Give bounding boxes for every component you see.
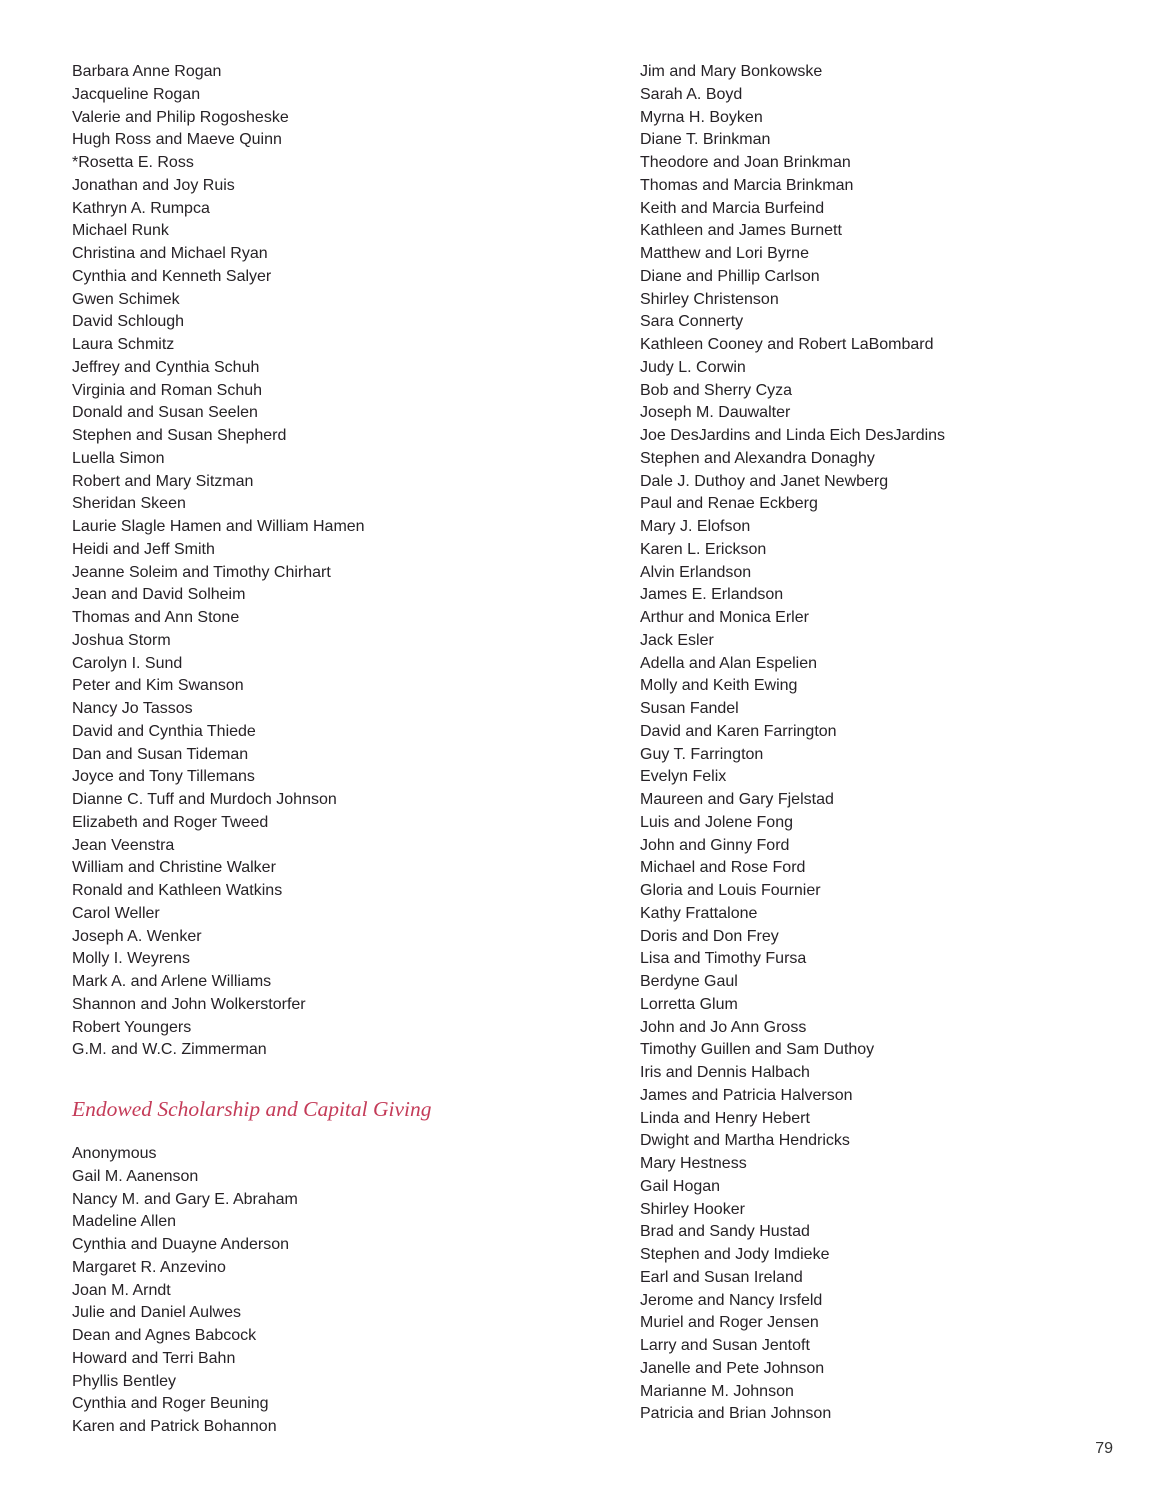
donor-name: G.M. and W.C. Zimmerman bbox=[72, 1041, 267, 1059]
donor-name: Maureen and Gary Fjelstad bbox=[640, 791, 834, 808]
donor-name: Michael and Rose Ford bbox=[640, 859, 806, 877]
donor-name: Jacqueline Rogan bbox=[72, 85, 201, 103]
donor-name: Sarah A. Boyd bbox=[640, 85, 743, 103]
donor-name: Virginia and Roman Schuh bbox=[72, 381, 263, 399]
donor-name: Gail M. Aanenson bbox=[72, 1167, 199, 1185]
donor-name: John and Ginny Ford bbox=[640, 836, 790, 854]
donor-name: Kathy Frattalone bbox=[640, 904, 758, 922]
donor-name: Earl and Susan Ireland bbox=[640, 1268, 803, 1286]
donor-name: Joseph A. Wenker bbox=[72, 927, 202, 945]
donor-name: Jeffrey and Cynthia Schuh bbox=[72, 358, 260, 376]
donor-name: Timothy Guillen and Sam Duthoy bbox=[640, 1041, 875, 1059]
donor-name: Joseph M. Dauwalter bbox=[640, 404, 791, 422]
donor-name: Kathleen Cooney and Robert LaBombard bbox=[640, 336, 934, 353]
donor-name: Evelyn Felix bbox=[640, 768, 727, 786]
donor-name: Thomas and Ann Stone bbox=[72, 609, 240, 626]
donor-name: Carol Weller bbox=[72, 904, 160, 922]
donor-name: Ronald and Kathleen Watkins bbox=[72, 882, 283, 899]
donor-name: Christina and Michael Ryan bbox=[72, 245, 268, 262]
donor-name: Keith and Marcia Burfeind bbox=[640, 199, 825, 217]
donor-name: Muriel and Roger Jensen bbox=[640, 1314, 819, 1332]
donor-name: Mary Hestness bbox=[640, 1155, 747, 1172]
donor-name: Stephen and Susan Shepherd bbox=[72, 427, 287, 444]
donor-name: Thomas and Marcia Brinkman bbox=[640, 176, 854, 194]
left-column bbox=[72, 61, 592, 1439]
donor-name: Sara Connerty bbox=[640, 313, 744, 331]
donor-name: Cynthia and Roger Beuning bbox=[72, 1395, 269, 1413]
donor-name: Adella and Alan Espelien bbox=[640, 654, 818, 672]
donor-name: Susan Fandel bbox=[640, 700, 739, 717]
donor-name: Valerie and Philip Rogosheske bbox=[72, 108, 289, 126]
donor-name: Alvin Erlandson bbox=[640, 563, 752, 581]
donor-name: Shirley Hooker bbox=[640, 1200, 745, 1218]
donor-name: Marianne M. Johnson bbox=[640, 1382, 794, 1400]
donor-name: Shirley Christenson bbox=[640, 290, 779, 308]
donor-name: Gwen Schimek bbox=[72, 290, 180, 308]
donor-name: *Rosetta E. Ross bbox=[72, 154, 194, 171]
donor-name: Jean and David Solheim bbox=[72, 586, 246, 604]
right-column bbox=[640, 61, 1120, 1426]
donor-name: Joyce and Tony Tillemans bbox=[72, 768, 255, 786]
donor-name: Theodore and Joan Brinkman bbox=[640, 154, 851, 171]
donor-name: David and Cynthia Thiede bbox=[72, 722, 256, 740]
donor-name: Shannon and John Wolkerstorfer bbox=[72, 995, 306, 1013]
donor-name: Patricia and Brian Johnson bbox=[640, 1405, 832, 1423]
page-number: 79 bbox=[1095, 1440, 1113, 1457]
donor-name: Joshua Storm bbox=[72, 631, 171, 649]
donor-name: Robert and Mary Sitzman bbox=[72, 472, 254, 490]
donor-list-continued bbox=[72, 61, 592, 1062]
donor-name: Karen and Patrick Bohannon bbox=[72, 1418, 277, 1435]
donor-name: Nancy Jo Tassos bbox=[72, 700, 193, 717]
donor-name: David and Karen Farrington bbox=[640, 722, 837, 740]
donor-name: James E. Erlandson bbox=[640, 586, 784, 604]
donor-name: Donald and Susan Seelen bbox=[72, 404, 258, 422]
section-heading: Endowed Scholarship and Capital Giving bbox=[72, 1097, 432, 1121]
donor-name: James and Patricia Halverson bbox=[640, 1086, 853, 1104]
donor-name: Jerome and Nancy Irsfeld bbox=[640, 1291, 823, 1309]
donor-name: Mary J. Elofson bbox=[640, 518, 751, 535]
donor-name: David Schlough bbox=[72, 313, 185, 331]
donor-name: Molly and Keith Ewing bbox=[640, 677, 798, 695]
donor-name: Arthur and Monica Erler bbox=[640, 609, 809, 626]
donor-name: Barbara Anne Rogan bbox=[72, 63, 222, 80]
donor-name: Carolyn I. Sund bbox=[72, 654, 183, 672]
donor-name: Linda and Henry Hebert bbox=[640, 1109, 810, 1127]
donor-name: Guy T. Farrington bbox=[640, 745, 764, 763]
donor-name: Dale J. Duthoy and Janet Newberg bbox=[640, 472, 889, 490]
donor-name: Diane and Phillip Carlson bbox=[640, 267, 820, 285]
donor-name: Howard and Terri Bahn bbox=[72, 1349, 236, 1367]
donor-name: Kathryn A. Rumpca bbox=[72, 199, 210, 217]
donor-name: Joan M. Arndt bbox=[72, 1281, 171, 1299]
donor-name: Lisa and Timothy Fursa bbox=[640, 950, 807, 968]
donor-name: Jack Esler bbox=[640, 631, 714, 649]
donor-name: Nancy M. and Gary E. Abraham bbox=[72, 1190, 298, 1208]
donor-name: Jean Veenstra bbox=[72, 836, 175, 854]
donor-name: Larry and Susan Jentoft bbox=[640, 1337, 810, 1354]
donor-name: Luella Simon bbox=[72, 449, 165, 467]
donor-name: Myrna H. Boyken bbox=[640, 108, 763, 126]
donor-name: Lorretta Glum bbox=[640, 995, 738, 1013]
donor-name: Elizabeth and Roger Tweed bbox=[72, 813, 269, 831]
donor-name: Dianne C. Tuff and Murdoch Johnson bbox=[72, 791, 337, 808]
endowed-scholarship-donor-list-continued bbox=[640, 61, 1120, 1426]
donor-name: Paul and Renae Eckberg bbox=[640, 495, 818, 513]
donor-name: Jeanne Soleim and Timothy Chirhart bbox=[72, 563, 331, 581]
donor-name: Robert Youngers bbox=[72, 1018, 192, 1036]
endowed-scholarship-donor-list bbox=[72, 1143, 592, 1439]
donor-name: Kathleen and James Burnett bbox=[640, 222, 842, 240]
donor-name: Gloria and Louis Fournier bbox=[640, 882, 821, 899]
donor-name: Bob and Sherry Cyza bbox=[640, 381, 793, 399]
donor-name: Stephen and Jody Imdieke bbox=[640, 1246, 830, 1263]
donor-name: Julie and Daniel Aulwes bbox=[72, 1304, 241, 1322]
donor-name: Brad and Sandy Hustad bbox=[640, 1223, 810, 1241]
donor-name: John and Jo Ann Gross bbox=[640, 1018, 807, 1036]
donor-name: Gail Hogan bbox=[640, 1177, 721, 1195]
donor-name: Hugh Ross and Maeve Quinn bbox=[72, 131, 282, 149]
donor-name: Madeline Allen bbox=[72, 1213, 177, 1231]
donor-name: Doris and Don Frey bbox=[640, 927, 779, 945]
donor-name: Mark A. and Arlene Williams bbox=[72, 973, 272, 990]
donor-name: Michael Runk bbox=[72, 222, 169, 240]
donor-name: Janelle and Pete Johnson bbox=[640, 1359, 825, 1377]
donor-name: Laura Schmitz bbox=[72, 336, 175, 353]
donor-name: Joe DesJardins and Linda Eich DesJardins bbox=[640, 427, 946, 444]
donor-name: Luis and Jolene Fong bbox=[640, 813, 793, 831]
donor-name: Dan and Susan Tideman bbox=[72, 745, 249, 763]
donor-name: Jonathan and Joy Ruis bbox=[72, 176, 235, 194]
donor-name: Cynthia and Kenneth Salyer bbox=[72, 267, 272, 285]
donor-name: Cynthia and Duayne Anderson bbox=[72, 1236, 290, 1253]
donor-name: Margaret R. Anzevino bbox=[72, 1258, 226, 1276]
donor-name: Judy L. Corwin bbox=[640, 358, 746, 376]
donor-name: Dwight and Martha Hendricks bbox=[640, 1132, 850, 1150]
donor-name: Matthew and Lori Byrne bbox=[640, 245, 809, 262]
donor-name: Heidi and Jeff Smith bbox=[72, 540, 215, 558]
donor-name: Dean and Agnes Babcock bbox=[72, 1327, 257, 1344]
donor-name: Jim and Mary Bonkowske bbox=[640, 63, 823, 80]
donor-name: Diane T. Brinkman bbox=[640, 131, 771, 149]
donor-name: Karen L. Erickson bbox=[640, 540, 767, 558]
donor-name: Berdyne Gaul bbox=[640, 973, 738, 990]
donor-name: Iris and Dennis Halbach bbox=[640, 1064, 810, 1081]
donor-name: Molly I. Weyrens bbox=[72, 950, 190, 968]
donor-name: Peter and Kim Swanson bbox=[72, 677, 244, 695]
donor-name: William and Christine Walker bbox=[72, 859, 276, 877]
donor-name: Anonymous bbox=[72, 1145, 157, 1162]
donor-name: Phyllis Bentley bbox=[72, 1372, 177, 1390]
donor-name: Stephen and Alexandra Donaghy bbox=[640, 449, 875, 467]
donor-name: Laurie Slagle Hamen and William Hamen bbox=[72, 518, 365, 535]
donor-name: Sheridan Skeen bbox=[72, 495, 186, 513]
